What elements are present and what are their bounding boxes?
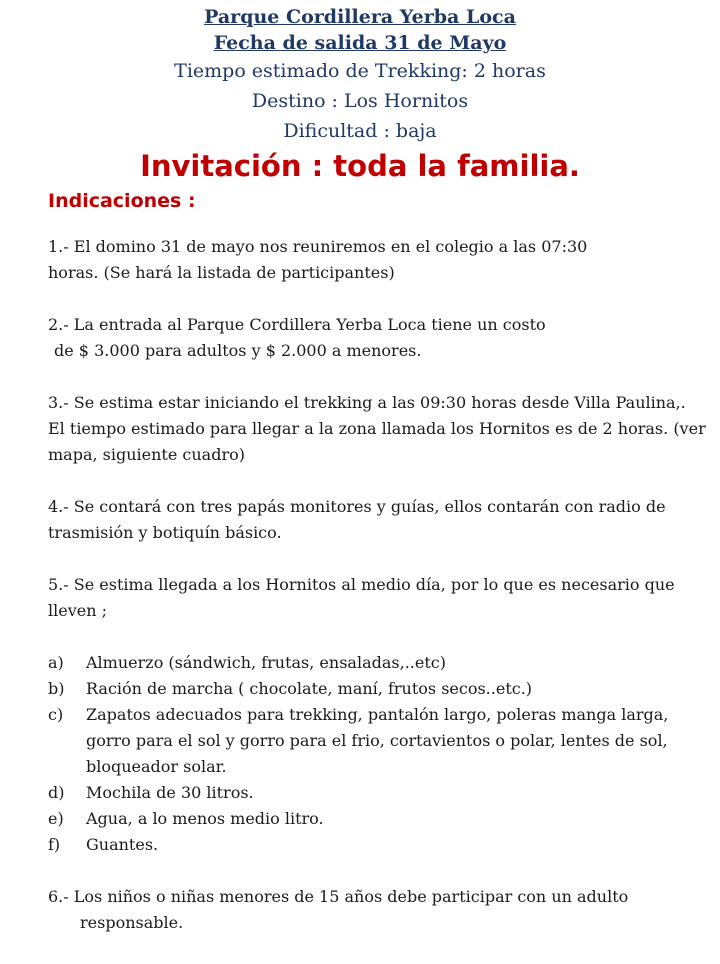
- indications-heading: Indicaciones :: [48, 190, 196, 212]
- list-item: [48, 676, 706, 702]
- list-text: Almuerzo (sándwich, frutas, ensaladas,..etc): [86, 653, 446, 672]
- list-text: Mochila de 30 litros.: [86, 783, 254, 802]
- invitation-heading: Invitación : toda la familia.: [140, 149, 580, 183]
- destination: Destino : Los Hornitos: [251, 90, 469, 112]
- list-letter: d): [48, 783, 65, 802]
- item-3: 3.- Se estima estar iniciando el trekking a las 09:30 horas desde Villa Paulina,. El tiempo estimado para llegar a la zona llamada los Hornitos es de 2 horas. (ver mapa, siguiente cuadro): [48, 393, 706, 464]
- item-2-line-2: de $ 3.000 para adultos y $ 2.000 a menores.: [54, 341, 422, 360]
- list-text: Zapatos adecuados para trekking, pantalón largo, poleras manga larga, gorro para el sol y gorro para el frio, cortavientos o polar, lentes de sol, bloqueador solar.: [86, 705, 669, 776]
- item-1-line-2: horas. (Se hará la listada de participantes): [48, 263, 395, 282]
- trekking-time: Tiempo estimado de Trekking: 2 horas: [174, 60, 546, 82]
- list-letter: e): [48, 809, 64, 828]
- difficulty: Dificultad : baja: [283, 120, 437, 142]
- supplies-list: [48, 650, 706, 858]
- indications-body: [0, 216, 720, 936]
- list-item: [48, 650, 706, 676]
- item-6: 6.- Los niños o niñas menores de 15 años debe participar con un adulto responsable.: [48, 887, 629, 932]
- list-text: Agua, a lo menos medio litro.: [86, 809, 324, 828]
- list-letter: c): [48, 705, 64, 724]
- list-letter: f): [48, 835, 61, 854]
- list-letter: a): [48, 653, 64, 672]
- item-4: 4.- Se contará con tres papás monitores y guías, ellos contarán con radio de trasmisión y botiquín básico.: [48, 497, 666, 542]
- item-1-line-1: 1.- El domino 31 de mayo nos reuniremos en el colegio a las 07:30: [48, 237, 588, 256]
- item-5: 5.- Se estima llegada a los Hornitos al medio día, por lo que es necesario que lleven ;: [48, 575, 675, 620]
- park-title: Parque Cordillera Yerba Loca: [204, 6, 516, 28]
- list-item: [48, 832, 706, 858]
- list-text: Guantes.: [86, 835, 159, 854]
- list-item: [48, 702, 706, 780]
- list-letter: b): [48, 679, 65, 698]
- item-2-line-1: 2.- La entrada al Parque Cordillera Yerba Loca tiene un costo: [48, 315, 546, 334]
- list-text: Ración de marcha ( chocolate, maní, frutos secos..etc.): [86, 679, 533, 698]
- list-item: [48, 806, 706, 832]
- departure-date: Fecha de salida 31 de Mayo: [213, 32, 507, 54]
- list-item: [48, 780, 706, 806]
- header: [0, 4, 720, 146]
